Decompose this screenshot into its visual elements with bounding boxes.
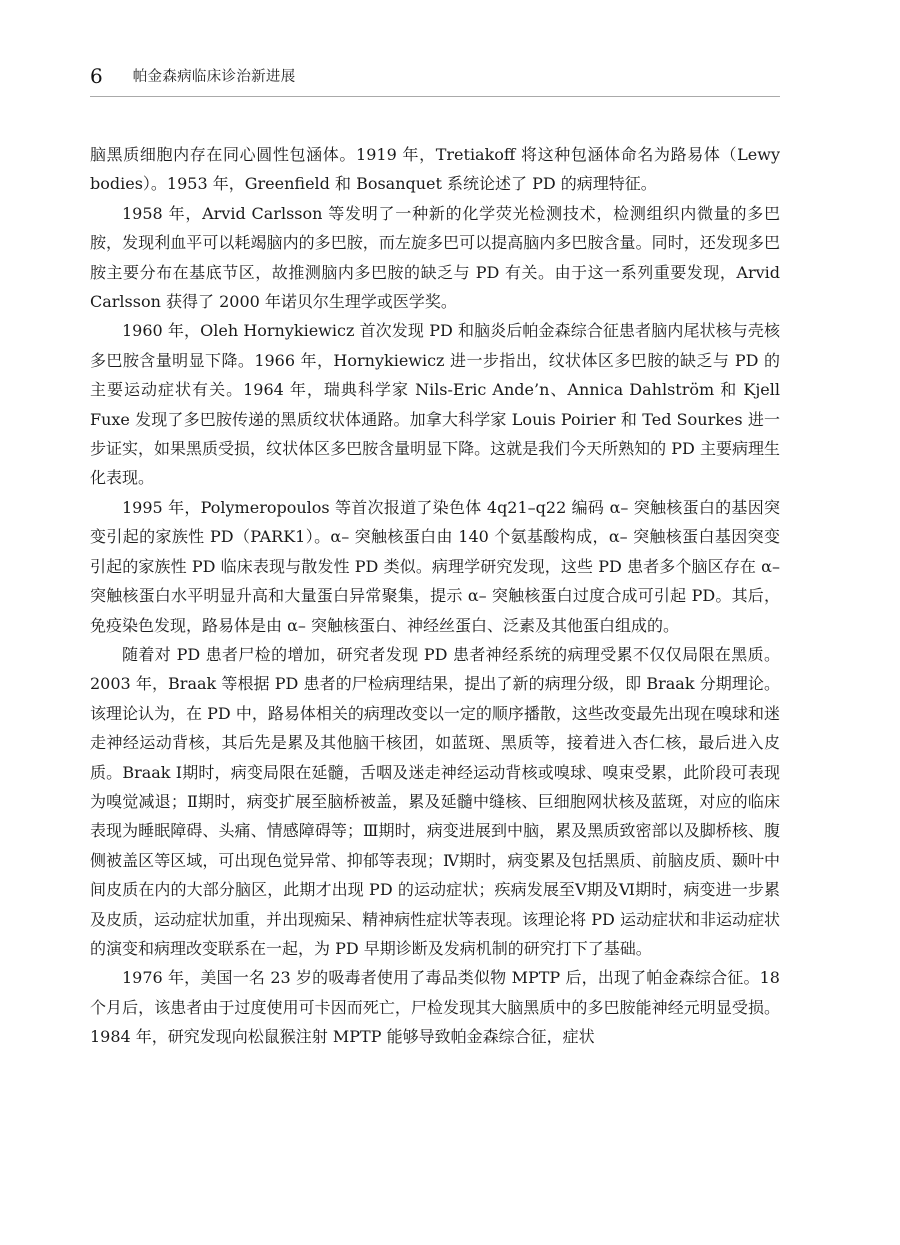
- running-title: 帕金森病临床诊治新进展: [132, 69, 296, 85]
- page-number: 6: [90, 64, 103, 88]
- paragraph-1-continued: 脑黑质细胞内存在同心圆性包涵体。1919 年，Tretiakoff 将这种包涵体命名为路易体（Lewy bodies）。1953 年，Greenfield 和 Bosanquet 系统论述了 PD 的病理特征。: [90, 145, 780, 194]
- body-text: [90, 140, 780, 1052]
- header-divider: [90, 96, 780, 97]
- running-header: [90, 54, 780, 86]
- paragraph-3: 1960 年，Oleh Hornykiewicz 首次发现 PD 和脑炎后帕金森综合征患者脑内尾状核与壳核多巴胺含量明显下降。1966 年，Hornykiewicz 进一步指出，纹状体区多巴胺的缺乏与 PD 的主要运动症状有关。1964 年，瑞典科学家 Nils-Eric Ande’n、Annica Dahlström 和 Kjell Fuxe 发现了多巴胺传递的黑质纹状体通路。加拿大科学家 Louis Poirier 和 Ted Sourkes 进一步证实，如果黑质受损，纹状体区多巴胺含量明显下降。这就是我们今天所熟知的 PD 主要病理生化表现。: [90, 321, 780, 488]
- paragraph-5: 随着对 PD 患者尸检的增加，研究者发现 PD 患者神经系统的病理受累不仅仅局限在黑质。2003 年，Braak 等根据 PD 患者的尸检病理结果，提出了新的病理分级，即 Braak 分期理论。该理论认为，在 PD 中，路易体相关的病理改变以一定的顺序播散，这些改变最先出现在嗅球和迷走神经运动背核，其后先是累及其他脑干核团，如蓝斑、黑质等，接着进入杏仁核，最后进入皮质。Braak Ⅰ期时，病变局限在延髓，舌咽及迷走神经运动背核或嗅球、嗅束受累，此阶段可表现为嗅觉减退；Ⅱ期时，病变扩展至脑桥被盖，累及延髓中缝核、巨细胞网状核及蓝斑，对应的临床表现为睡眠障碍、头痛、情感障碍等；Ⅲ期时，病变进展到中脑，累及黑质致密部以及脚桥核、腹侧被盖区等区域，可出现色觉异常、抑郁等表现；Ⅳ期时，病变累及包括黑质、前脑皮质、颞叶中间皮质在内的大部分脑区，此期才出现 PD 的运动症状；疾病发展至Ⅴ期及Ⅵ期时，病变进一步累及皮质，运动症状加重，并出现痴呆、精神病性症状等表现。该理论将 PD 运动症状和非运动症状的演变和病理改变联系在一起，为 PD 早期诊断及发病机制的研究打下了基础。: [90, 644, 780, 958]
- paragraph-2: 1958 年，Arvid Carlsson 等发明了一种新的化学荧光检测技术，检测组织内微量的多巴胺，发现利血平可以耗竭脑内的多巴胺，而左旋多巴可以提高脑内多巴胺含量。同时，还发现多巴胺主要分布在基底节区，故推测脑内多巴胺的缺乏与 PD 有关。由于这一系列重要发现，Arvid Carlsson 获得了 2000 年诺贝尔生理学或医学奖。: [90, 203, 780, 312]
- paragraph-6: 1976 年，美国一名 23 岁的吸毒者使用了毒品类似物 MPTP 后，出现了帕金森综合征。18 个月后，该患者由于过度使用可卡因而死亡，尸检发现其大脑黑质中的多巴胺能神经元明显受损。1984 年，研究发现向松鼠猴注射 MPTP 能够导致帕金森综合征，症状: [90, 968, 780, 1047]
- paragraph-4: 1995 年，Polymeropoulos 等首次报道了染色体 4q21–q22 编码 α– 突触核蛋白的基因突变引起的家族性 PD（PARK1）。α– 突触核蛋白由 140 个氨基酸构成，α– 突触核蛋白基因突变引起的家族性 PD 临床表现与散发性 PD 类似。病理学研究发现，这些 PD 患者多个脑区存在 α– 突触核蛋白水平明显升高和大量蛋白异常聚集，提示 α– 突触核蛋白过度合成可引起 PD。其后，免疫染色发现，路易体是由 α– 突触核蛋白、神经丝蛋白、泛素及其他蛋白组成的。: [90, 497, 780, 635]
